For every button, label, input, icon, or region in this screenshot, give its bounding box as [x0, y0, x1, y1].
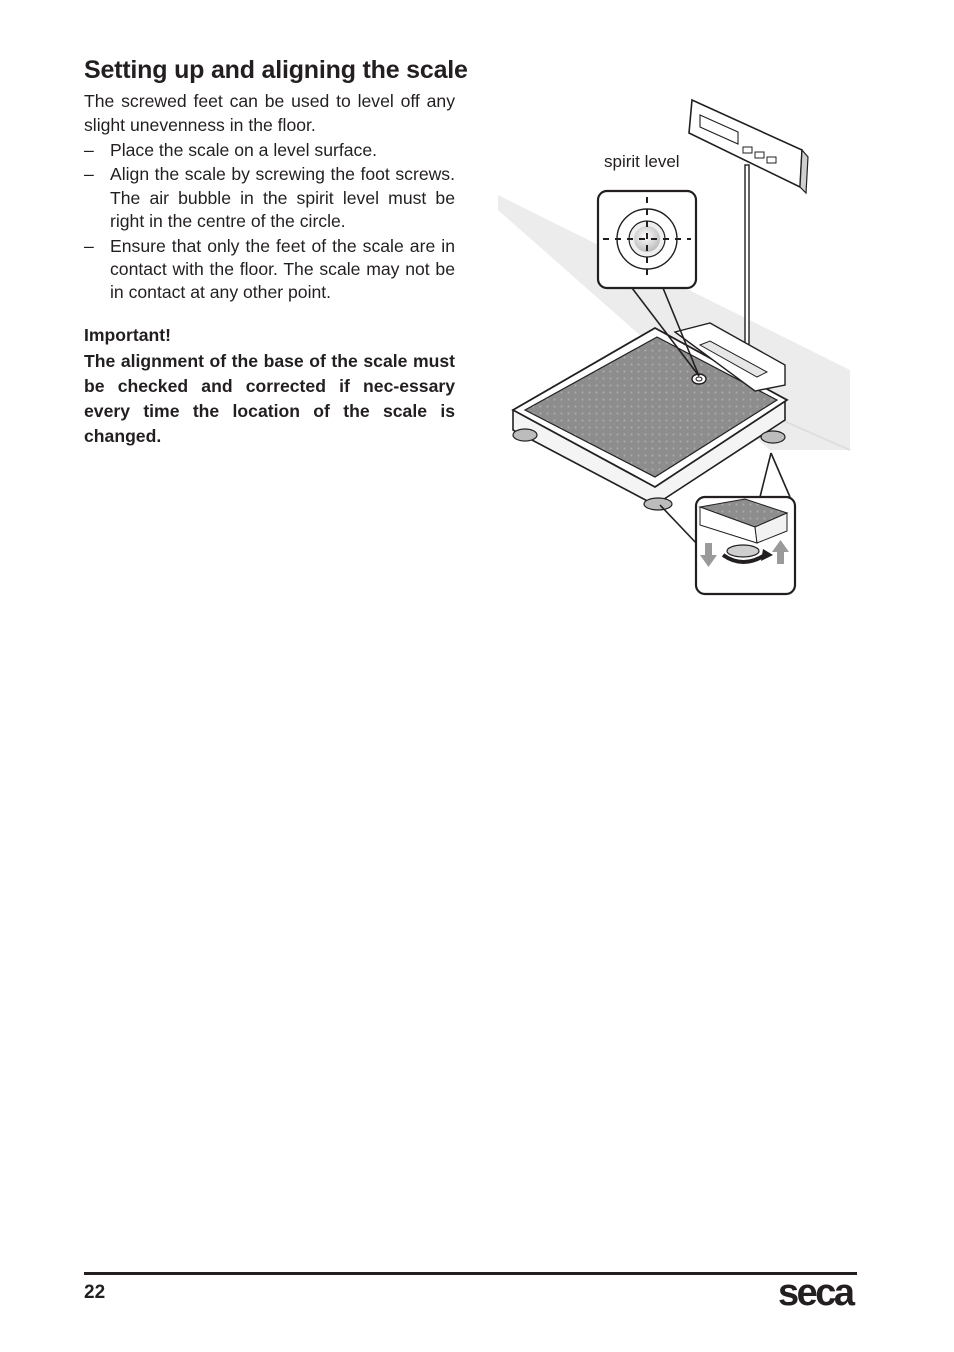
foot [513, 429, 537, 441]
important-note: The alignment of the base of the scale must be checked and corrected if nec-essary every time the location of the scale is changed. [84, 350, 455, 446]
foot [644, 498, 672, 510]
body-text [84, 89, 455, 449]
list-item [84, 139, 455, 162]
bullet-dash: – [84, 235, 94, 256]
bullet-dash: – [84, 140, 94, 160]
scale-base [513, 323, 787, 510]
intro-paragraph: The screwed feet can be used to level off any slight unevenness in the floor. [84, 91, 455, 135]
step-text: Ensure that only the feet of the scale are in contact with the floor. The scale may not be in contact at any other point. [110, 235, 455, 303]
brand-logo: seca [778, 1272, 853, 1314]
list-item [84, 163, 455, 233]
instruction-list [84, 139, 455, 305]
bullet-dash: – [84, 164, 94, 185]
important-heading: Important! [84, 324, 171, 345]
page-title: Setting up and aligning the scale [84, 56, 468, 84]
step-text: Align the scale by screwing the foot screws. The air bubble in the spirit level must be right in the centre of the circle. [110, 164, 455, 232]
page-number: 22 [84, 1282, 106, 1303]
step-text: Place the scale on a level surface. [110, 140, 377, 160]
list-item [84, 235, 455, 305]
foot [761, 431, 785, 443]
footer-rule [84, 1272, 857, 1275]
spirit-level-label: spirit level [604, 152, 680, 171]
